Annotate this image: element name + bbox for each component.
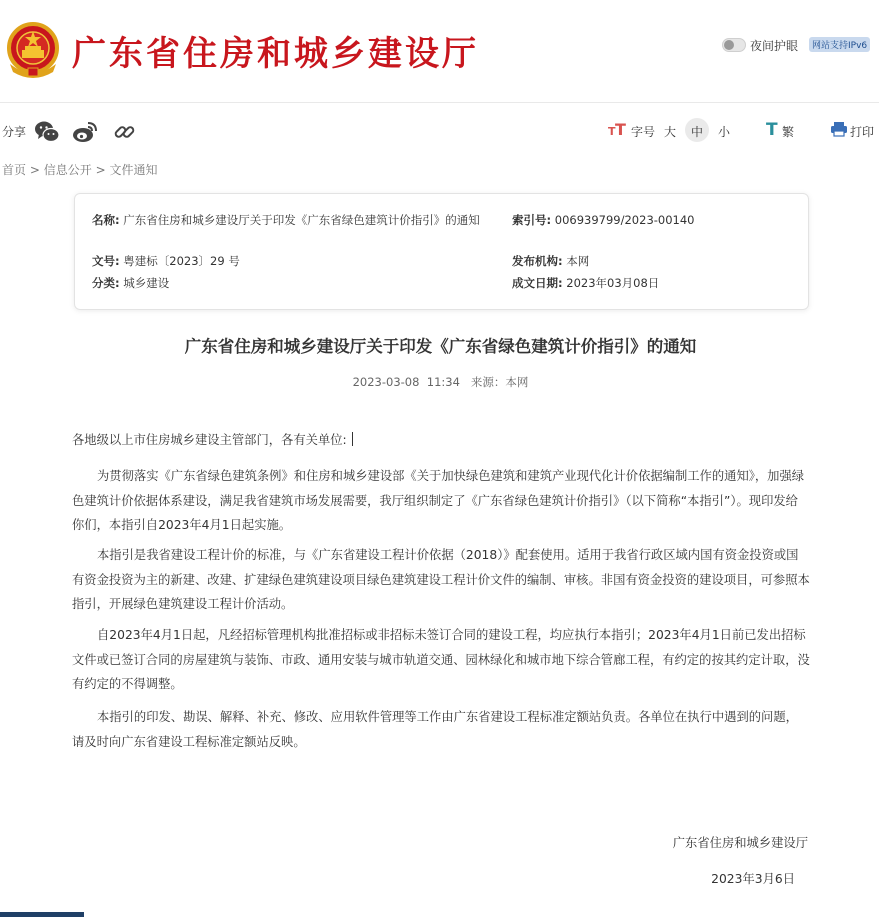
info-index-label: 索引号: — [512, 213, 552, 227]
night-mode-toggle[interactable] — [722, 38, 746, 52]
breadcrumb-info-public[interactable]: 信息公开 — [43, 163, 92, 177]
font-size-medium[interactable]: 中 — [691, 125, 704, 139]
link-icon[interactable] — [112, 120, 138, 144]
traditional-chinese-button[interactable]: 繁 — [782, 125, 795, 139]
toggle-knob — [724, 40, 734, 50]
article-paragraph: 自2023年4月1日起，凡经招标管理机构批准招标或非招标未签订合同的建设工程，均应执行本指引；2023年4月1日前已发出招标文件或已签订合同的房屋建筑与装饰、市政、通用安装与城市轨道交通、园林绿化和城市地下综合管廊工程，有约定的按其约定计取，没有约定的不得调整。 — [72, 628, 810, 691]
breadcrumb-separator: > — [95, 163, 106, 177]
footer-accent-bar — [0, 912, 84, 917]
salutation-text: 各地级以上市住房城乡建设主管部门，各有关单位: — [72, 433, 347, 447]
traditional-chinese-icon[interactable] — [765, 120, 781, 138]
info-publisher-label: 发布机构: — [512, 254, 563, 268]
article-title: 广东省住房和城乡建设厅关于印发《广东省绿色建筑计价指引》的通知 — [184, 337, 697, 356]
weibo-icon[interactable] — [72, 120, 98, 144]
article-paragraph: 本指引的印发、勘误、解释、补充、修改、应用软件管理等工作由广东省建设工程标准定额站负责。各单位在执行中遇到的问题，请及时向广东省建设工程标准定额站反映。 — [72, 710, 798, 749]
national-emblem-icon — [4, 20, 62, 80]
signature-date: 2023年3月6日 — [711, 872, 795, 886]
info-category — [92, 275, 169, 292]
info-index-value: 006939799/2023-00140 — [554, 213, 695, 227]
svg-text:T: T — [608, 125, 616, 137]
article-salutation — [72, 428, 810, 453]
breadcrumb-separator: > — [29, 163, 40, 177]
info-date-value: 2023年03月08日 — [566, 276, 660, 290]
font-size-label: 字号 — [631, 125, 656, 139]
share-label: 分享 — [2, 125, 27, 139]
site-header — [0, 0, 879, 100]
info-category-value: 城乡建设 — [123, 276, 170, 290]
info-date-label: 成文日期: — [512, 276, 563, 290]
article-paragraph: 为贯彻落实《广东省绿色建筑条例》和住房和城乡建设部《关于加快绿色建筑和建筑产业现代化计价依据编制工作的通知》，加强绿色建筑计价依据体系建设，满足我省建筑市场发展需要，我厅组织制定了《广东省绿色建筑计价指引》（以下简称“本指引”）。现印发给你们，本指引自2023年4月1日起实施。 — [72, 469, 805, 532]
night-mode-label: 夜间护眼 — [750, 39, 799, 53]
header-divider — [0, 102, 879, 103]
font-size-small[interactable]: 小 — [718, 125, 731, 139]
article-date: 2023-03-08 — [352, 375, 420, 389]
breadcrumb-doc-notice[interactable]: 文件通知 — [109, 163, 158, 177]
info-doc-no-value: 粤建标〔2023〕29 号 — [123, 254, 240, 268]
print-icon[interactable] — [830, 121, 848, 137]
breadcrumb-home[interactable]: 首页 — [2, 163, 27, 177]
svg-text:T: T — [766, 120, 778, 138]
document-info-box — [74, 193, 809, 310]
info-doc-no-label: 文号: — [92, 254, 120, 268]
info-name-label: 名称: — [92, 213, 120, 227]
info-publisher — [512, 253, 589, 270]
signature-organization: 广东省住房和城乡建设厅 — [672, 836, 808, 850]
font-size-large[interactable]: 大 — [664, 125, 677, 139]
info-name — [92, 212, 497, 229]
font-size-icon — [608, 121, 628, 137]
breadcrumb — [2, 161, 157, 178]
print-button[interactable]: 打印 — [850, 125, 875, 139]
ipv6-badge: 网站支持IPv6 — [809, 37, 870, 52]
svg-text:T: T — [615, 121, 626, 137]
article-source: 来源：本网 — [470, 375, 529, 389]
wechat-icon[interactable] — [34, 120, 60, 144]
article-meta — [74, 374, 807, 390]
article-time: 11:34 — [426, 375, 460, 389]
info-date — [512, 275, 659, 292]
info-publisher-value: 本网 — [566, 254, 590, 268]
info-name-value: 广东省住房和城乡建设厅关于印发《广东省绿色建筑计价指引》的通知 — [123, 213, 480, 227]
info-index — [512, 212, 695, 229]
site-title: 广东省住房和城乡建设厅 — [72, 34, 479, 74]
text-cursor — [352, 432, 353, 446]
article-paragraph: 本指引是我省建设工程计价的标准，与《广东省建设工程计价依据（2018）》配套使用。适用于我省行政区域内国有资金投资或国有资金投资为主的新建、改建、扩建绿色建筑建设项目绿色建筑建设工程计价文件的编制、审核。非国有资金投资的建设项目，可参照本指引，开展绿色建筑建设工程计价活动。 — [72, 548, 810, 611]
info-category-label: 分类: — [92, 276, 120, 290]
info-doc-no — [92, 253, 240, 270]
